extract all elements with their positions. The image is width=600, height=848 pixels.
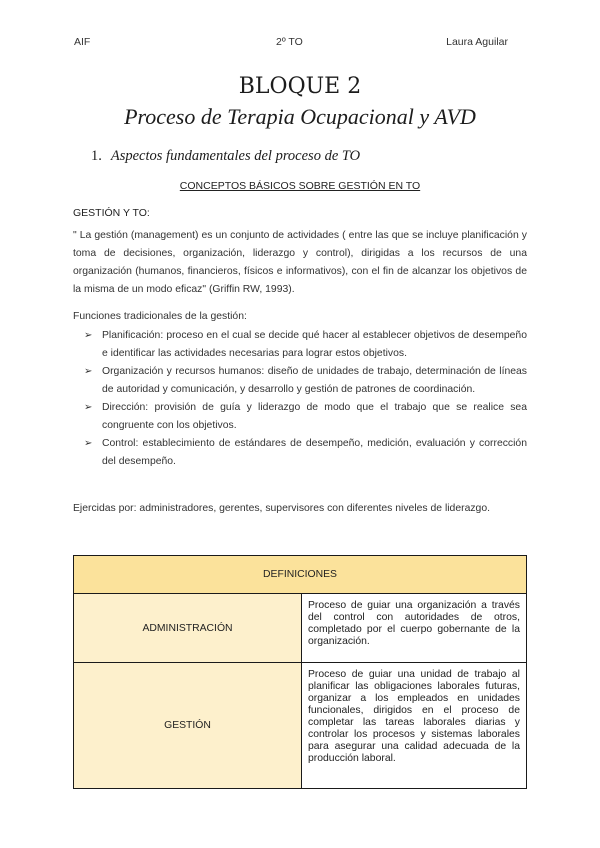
header-left: AIF xyxy=(74,36,91,48)
header-right: Laura Aguilar xyxy=(446,36,508,48)
list-item xyxy=(73,399,527,435)
functions-list xyxy=(73,327,527,471)
ejercidas-paragraph: Ejercidas por: administradores, gerentes, supervisores con diferentes niveles de liderazgo. xyxy=(73,503,490,514)
gestion-label: GESTIÓN Y TO: xyxy=(73,207,150,219)
table-row xyxy=(74,594,527,663)
table-header: DEFINICIONES xyxy=(74,556,527,594)
definition-cell: Proceso de guiar una unidad de trabajo al planificar las obligaciones laborales futuras, organizar a los empleados en unidades funcionales, dirigidos en el proceso de completar las tareas laborales diarias y controlar los procesos y sistemas laborales para asegurar una calidad adecuada de la producción laboral. xyxy=(302,663,527,789)
list-item-text: Planificación: proceso en el cual se decide qué hacer al establecer objetivos de desempeño e identificar las actividades necesarias para lograr estos objetivos. xyxy=(102,330,527,359)
arrow-bullet-icon: ➢ xyxy=(84,366,93,377)
definitions-table xyxy=(73,555,527,789)
section-heading xyxy=(91,148,360,165)
page-subtitle: Proceso de Terapia Ocupacional y AVD xyxy=(124,104,476,129)
section-number: 1. xyxy=(91,148,102,164)
arrow-bullet-icon: ➢ xyxy=(84,438,93,449)
list-item xyxy=(73,327,527,363)
header-center: 2º TO xyxy=(276,36,303,48)
table-row xyxy=(74,663,527,789)
list-item xyxy=(73,435,527,471)
definition-cell: Proceso de guiar una organización a través del control con autoridades de otros, completado por el cuerpo gobernante de la organización. xyxy=(302,594,527,663)
functions-label: Funciones tradicionales de la gestión: xyxy=(73,311,247,322)
section-title: Aspectos fundamentales del proceso de TO xyxy=(110,148,361,164)
list-item-text: Control: establecimiento de estándares de desempeño, medición, evaluación y corrección del desempeño. xyxy=(102,438,527,467)
term-cell: ADMINISTRACIÓN xyxy=(74,594,302,663)
arrow-bullet-icon: ➢ xyxy=(84,330,93,341)
term-cell: GESTIÓN xyxy=(74,663,302,789)
intro-paragraph: " La gestión (management) es un conjunto de actividades ( entre las que se incluye planificación y toma de decisiones, organización, liderazgo y control), dirigidas a los recursos de una organización (humanos, financieros, físicos e informativos), con el fin de alcanzar los objetivos de la misma de un modo eficaz" (Griffin RW, 1993). xyxy=(73,230,527,295)
page-title: BLOQUE 2 xyxy=(238,74,362,99)
list-item xyxy=(73,363,527,399)
list-item-text: Dirección: provisión de guía y liderazgo de modo que el trabajo que se realice sea congruente con los objetivos. xyxy=(102,402,527,431)
concepts-heading: CONCEPTOS BÁSICOS SOBRE GESTIÓN EN TO xyxy=(179,180,421,192)
list-item-text: Organización y recursos humanos: diseño de unidades de trabajo, determinación de líneas de autoridad y comunicación, y desarrollo y gestión de patrones de coordinación. xyxy=(102,366,527,395)
arrow-bullet-icon: ➢ xyxy=(84,402,93,413)
